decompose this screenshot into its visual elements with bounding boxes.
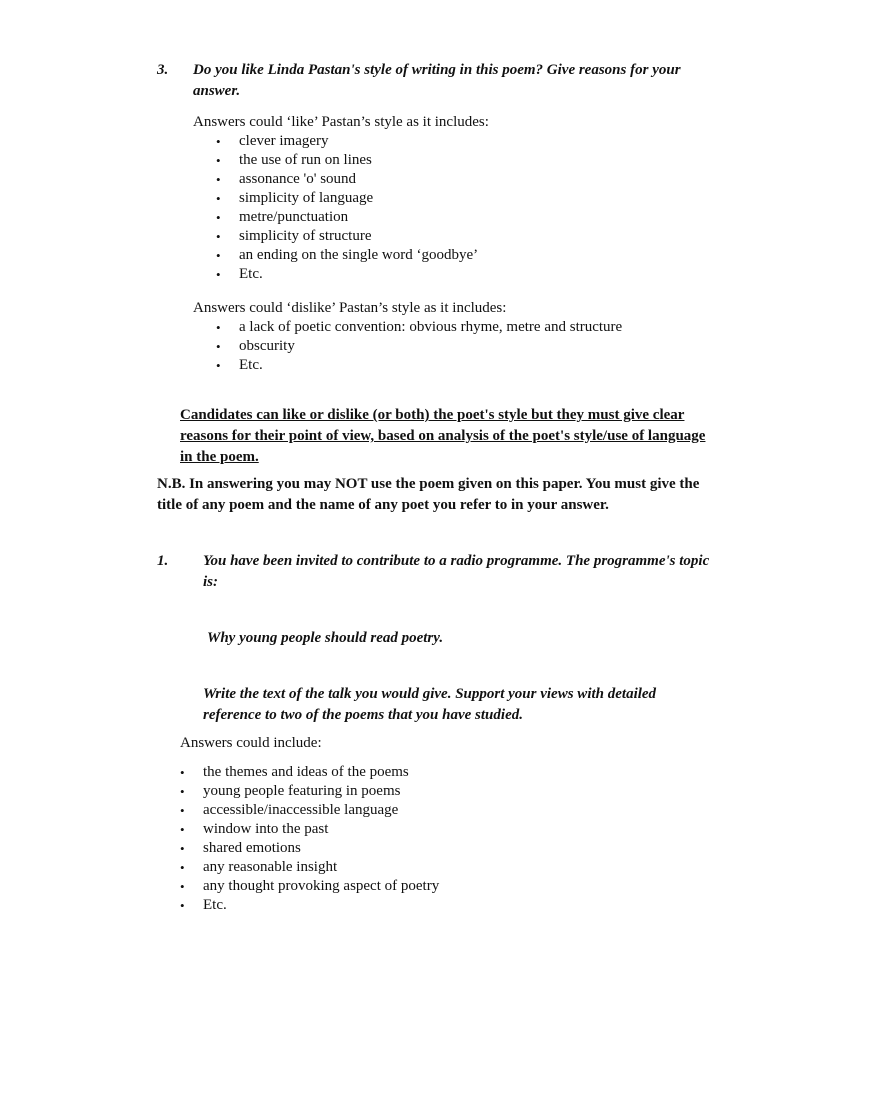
programme-topic: Why young people should read poetry. <box>207 630 444 646</box>
bullet-icon: • <box>216 153 221 168</box>
nb-line-1: N.B. In answering you may NOT use the poem given on this paper. You must give the <box>157 476 700 492</box>
list-item: • window into the past <box>180 821 329 837</box>
bullet-icon: • <box>180 860 185 875</box>
list-item: • any thought provoking aspect of poetry <box>180 878 440 894</box>
bullet-icon: • <box>216 191 221 206</box>
marking-note-line-1: Candidates can like or dislike (or both) the poet's style but they must give clear <box>180 407 685 423</box>
list-item: • shared emotions <box>180 840 301 856</box>
list-item: • clever imagery <box>216 133 329 149</box>
bullet-icon: • <box>216 267 221 282</box>
question-1-line-2: is: <box>203 574 218 590</box>
bullet-icon: • <box>216 210 221 225</box>
question-3-line-2: answer. <box>193 83 241 99</box>
question-3-line-1: Do you like Linda Pastan's style of writing in this poem? Give reasons for your <box>193 62 681 78</box>
list-item: • Etc. <box>216 266 263 282</box>
list-item: • accessible/inaccessible language <box>180 802 399 818</box>
bullet-icon: • <box>180 841 185 856</box>
dislike-intro: Answers could ‘dislike’ Pastan’s style as it includes: <box>193 300 507 316</box>
question-1-number: 1. <box>157 553 169 569</box>
nb-note <box>157 474 797 516</box>
list-item: • an ending on the single word ‘goodbye’ <box>216 247 479 263</box>
bullet-icon: • <box>216 339 221 354</box>
question-3-number: 3. <box>157 62 169 78</box>
list-item: • assonance 'o' sound <box>216 171 357 187</box>
bullet-icon: • <box>216 134 221 149</box>
dislike-list <box>216 318 622 375</box>
bullet-icon: • <box>180 784 185 799</box>
bullet-icon: • <box>216 229 221 244</box>
list-item: • metre/punctuation <box>216 209 349 225</box>
bullet-icon: • <box>180 803 185 818</box>
marking-note <box>180 405 780 468</box>
bullet-icon: • <box>216 172 221 187</box>
list-item: • simplicity of language <box>216 190 374 206</box>
like-list <box>216 132 478 284</box>
bullet-icon: • <box>180 765 185 780</box>
bullet-icon: • <box>216 248 221 263</box>
list-item: • Etc. <box>180 897 227 913</box>
marking-note-line-2: reasons for their point of view, based on analysis of the poet's style/use of language <box>180 428 706 444</box>
question-1-text <box>203 551 803 593</box>
question-1-task <box>203 684 803 726</box>
list-item: • any reasonable insight <box>180 859 338 875</box>
answers-list <box>180 763 439 915</box>
task-line-2: reference to two of the poems that you have studied. <box>203 707 523 723</box>
answers-intro: Answers could include: <box>180 735 322 751</box>
list-item: • a lack of poetic convention: obvious rhyme, metre and structure <box>216 319 623 335</box>
question-3-text <box>193 60 813 102</box>
like-intro: Answers could ‘like’ Pastan’s style as it includes: <box>193 114 489 130</box>
bullet-icon: • <box>216 320 221 335</box>
bullet-icon: • <box>180 822 185 837</box>
bullet-icon: • <box>180 898 185 913</box>
list-item: • the themes and ideas of the poems <box>180 764 409 780</box>
list-item: • the use of run on lines <box>216 152 372 168</box>
list-item: • obscurity <box>216 338 295 354</box>
list-item: • young people featuring in poems <box>180 783 401 799</box>
list-item: • Etc. <box>216 357 263 373</box>
marking-note-line-3: in the poem. <box>180 449 259 465</box>
bullet-icon: • <box>216 358 221 373</box>
task-line-1: Write the text of the talk you would give. Support your views with detailed <box>203 686 657 702</box>
nb-line-2: title of any poem and the name of any poet you refer to in your answer. <box>157 497 609 513</box>
bullet-icon: • <box>180 879 185 894</box>
list-item: • simplicity of structure <box>216 228 372 244</box>
question-1-line-1: You have been invited to contribute to a radio programme. The programme's topic <box>203 553 710 569</box>
